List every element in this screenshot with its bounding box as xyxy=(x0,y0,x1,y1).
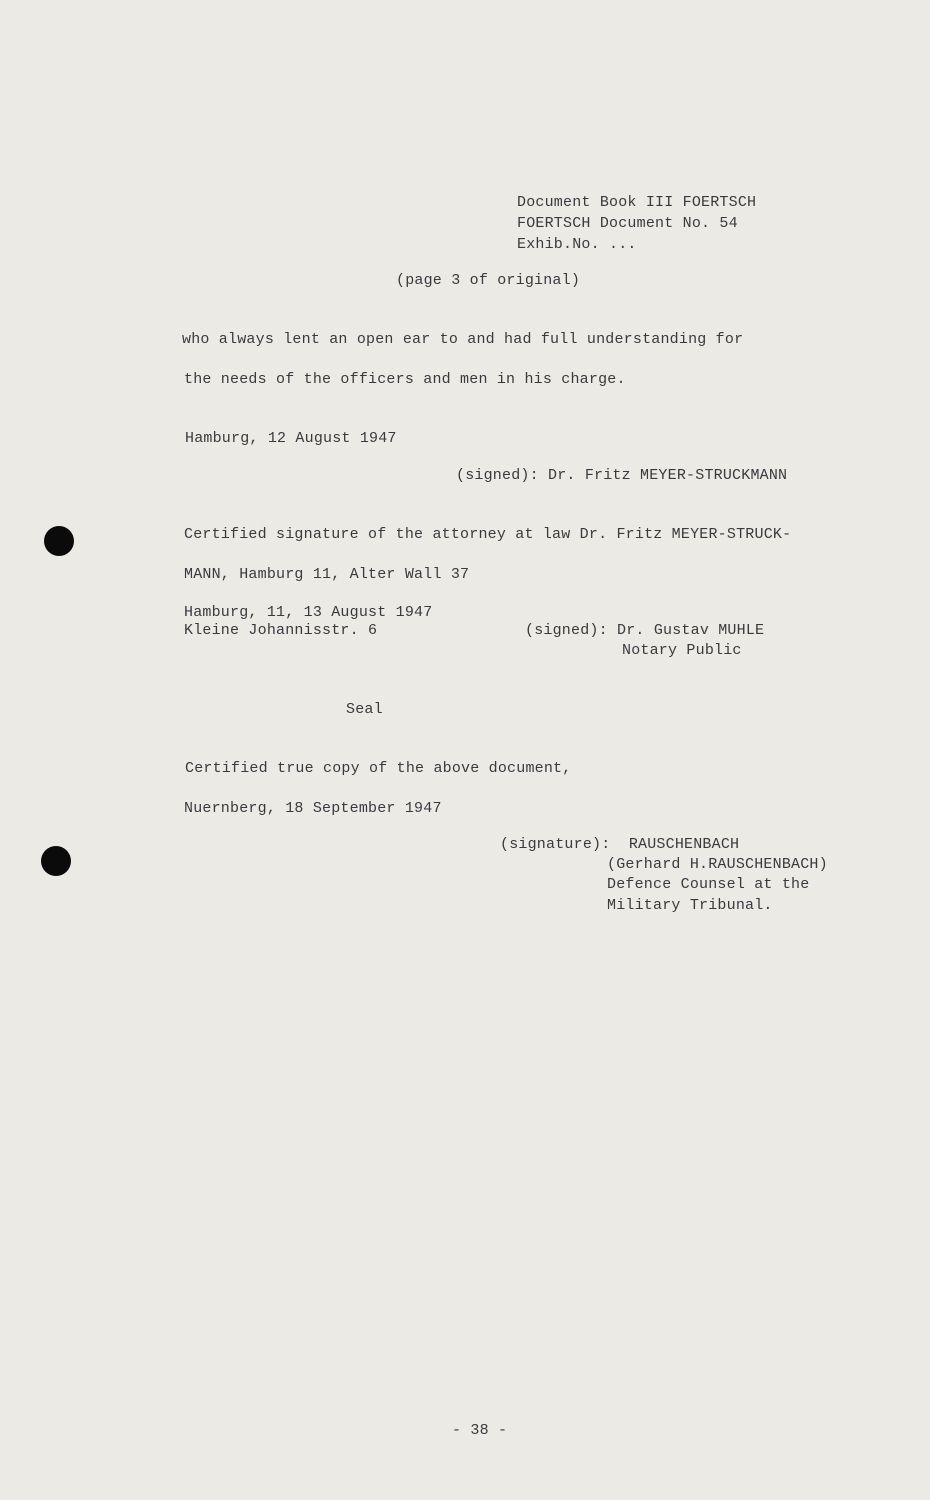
notary-title: Notary Public xyxy=(622,642,742,659)
final-signature-line-1: (signature): RAUSCHENBACH xyxy=(500,836,740,853)
notary-signed: (signed): Dr. Gustav MUHLE xyxy=(525,622,765,639)
punch-hole-bottom xyxy=(41,846,71,876)
page-number: - 38 - xyxy=(452,1422,508,1439)
signed-meyer-struckmann: (signed): Dr. Fritz MEYER-STRUCKMANN xyxy=(456,467,788,484)
place-date-1: Hamburg, 12 August 1947 xyxy=(185,430,397,447)
body-line-1: who always lent an open ear to and had full understanding for xyxy=(182,331,744,348)
page-note: (page 3 of original) xyxy=(396,272,581,289)
final-signature-line-3: Defence Counsel at the xyxy=(607,876,810,893)
place-date-2: Nuernberg, 18 September 1947 xyxy=(184,800,442,817)
header-line-1: Document Book III FOERTSCH xyxy=(517,194,757,211)
final-signature-line-2: (Gerhard H.RAUSCHENBACH) xyxy=(607,856,828,873)
notary-place-date: Hamburg, 11, 13 August 1947 xyxy=(184,604,433,621)
seal-label: Seal xyxy=(346,701,383,718)
header-line-2: FOERTSCH Document No. 54 xyxy=(517,215,738,232)
punch-hole-top xyxy=(44,526,74,556)
body-line-2: the needs of the officers and men in his charge. xyxy=(184,371,626,388)
final-signature-line-4: Military Tribunal. xyxy=(607,897,773,914)
certification-line-1: Certified signature of the attorney at law Dr. Fritz MEYER-STRUCK- xyxy=(184,526,792,543)
certification-line-2: MANN, Hamburg 11, Alter Wall 37 xyxy=(184,566,470,583)
notary-address: Kleine Johannisstr. 6 xyxy=(184,622,378,639)
true-copy-statement: Certified true copy of the above document, xyxy=(185,760,572,777)
header-line-3: Exhib.No. ... xyxy=(517,236,637,253)
